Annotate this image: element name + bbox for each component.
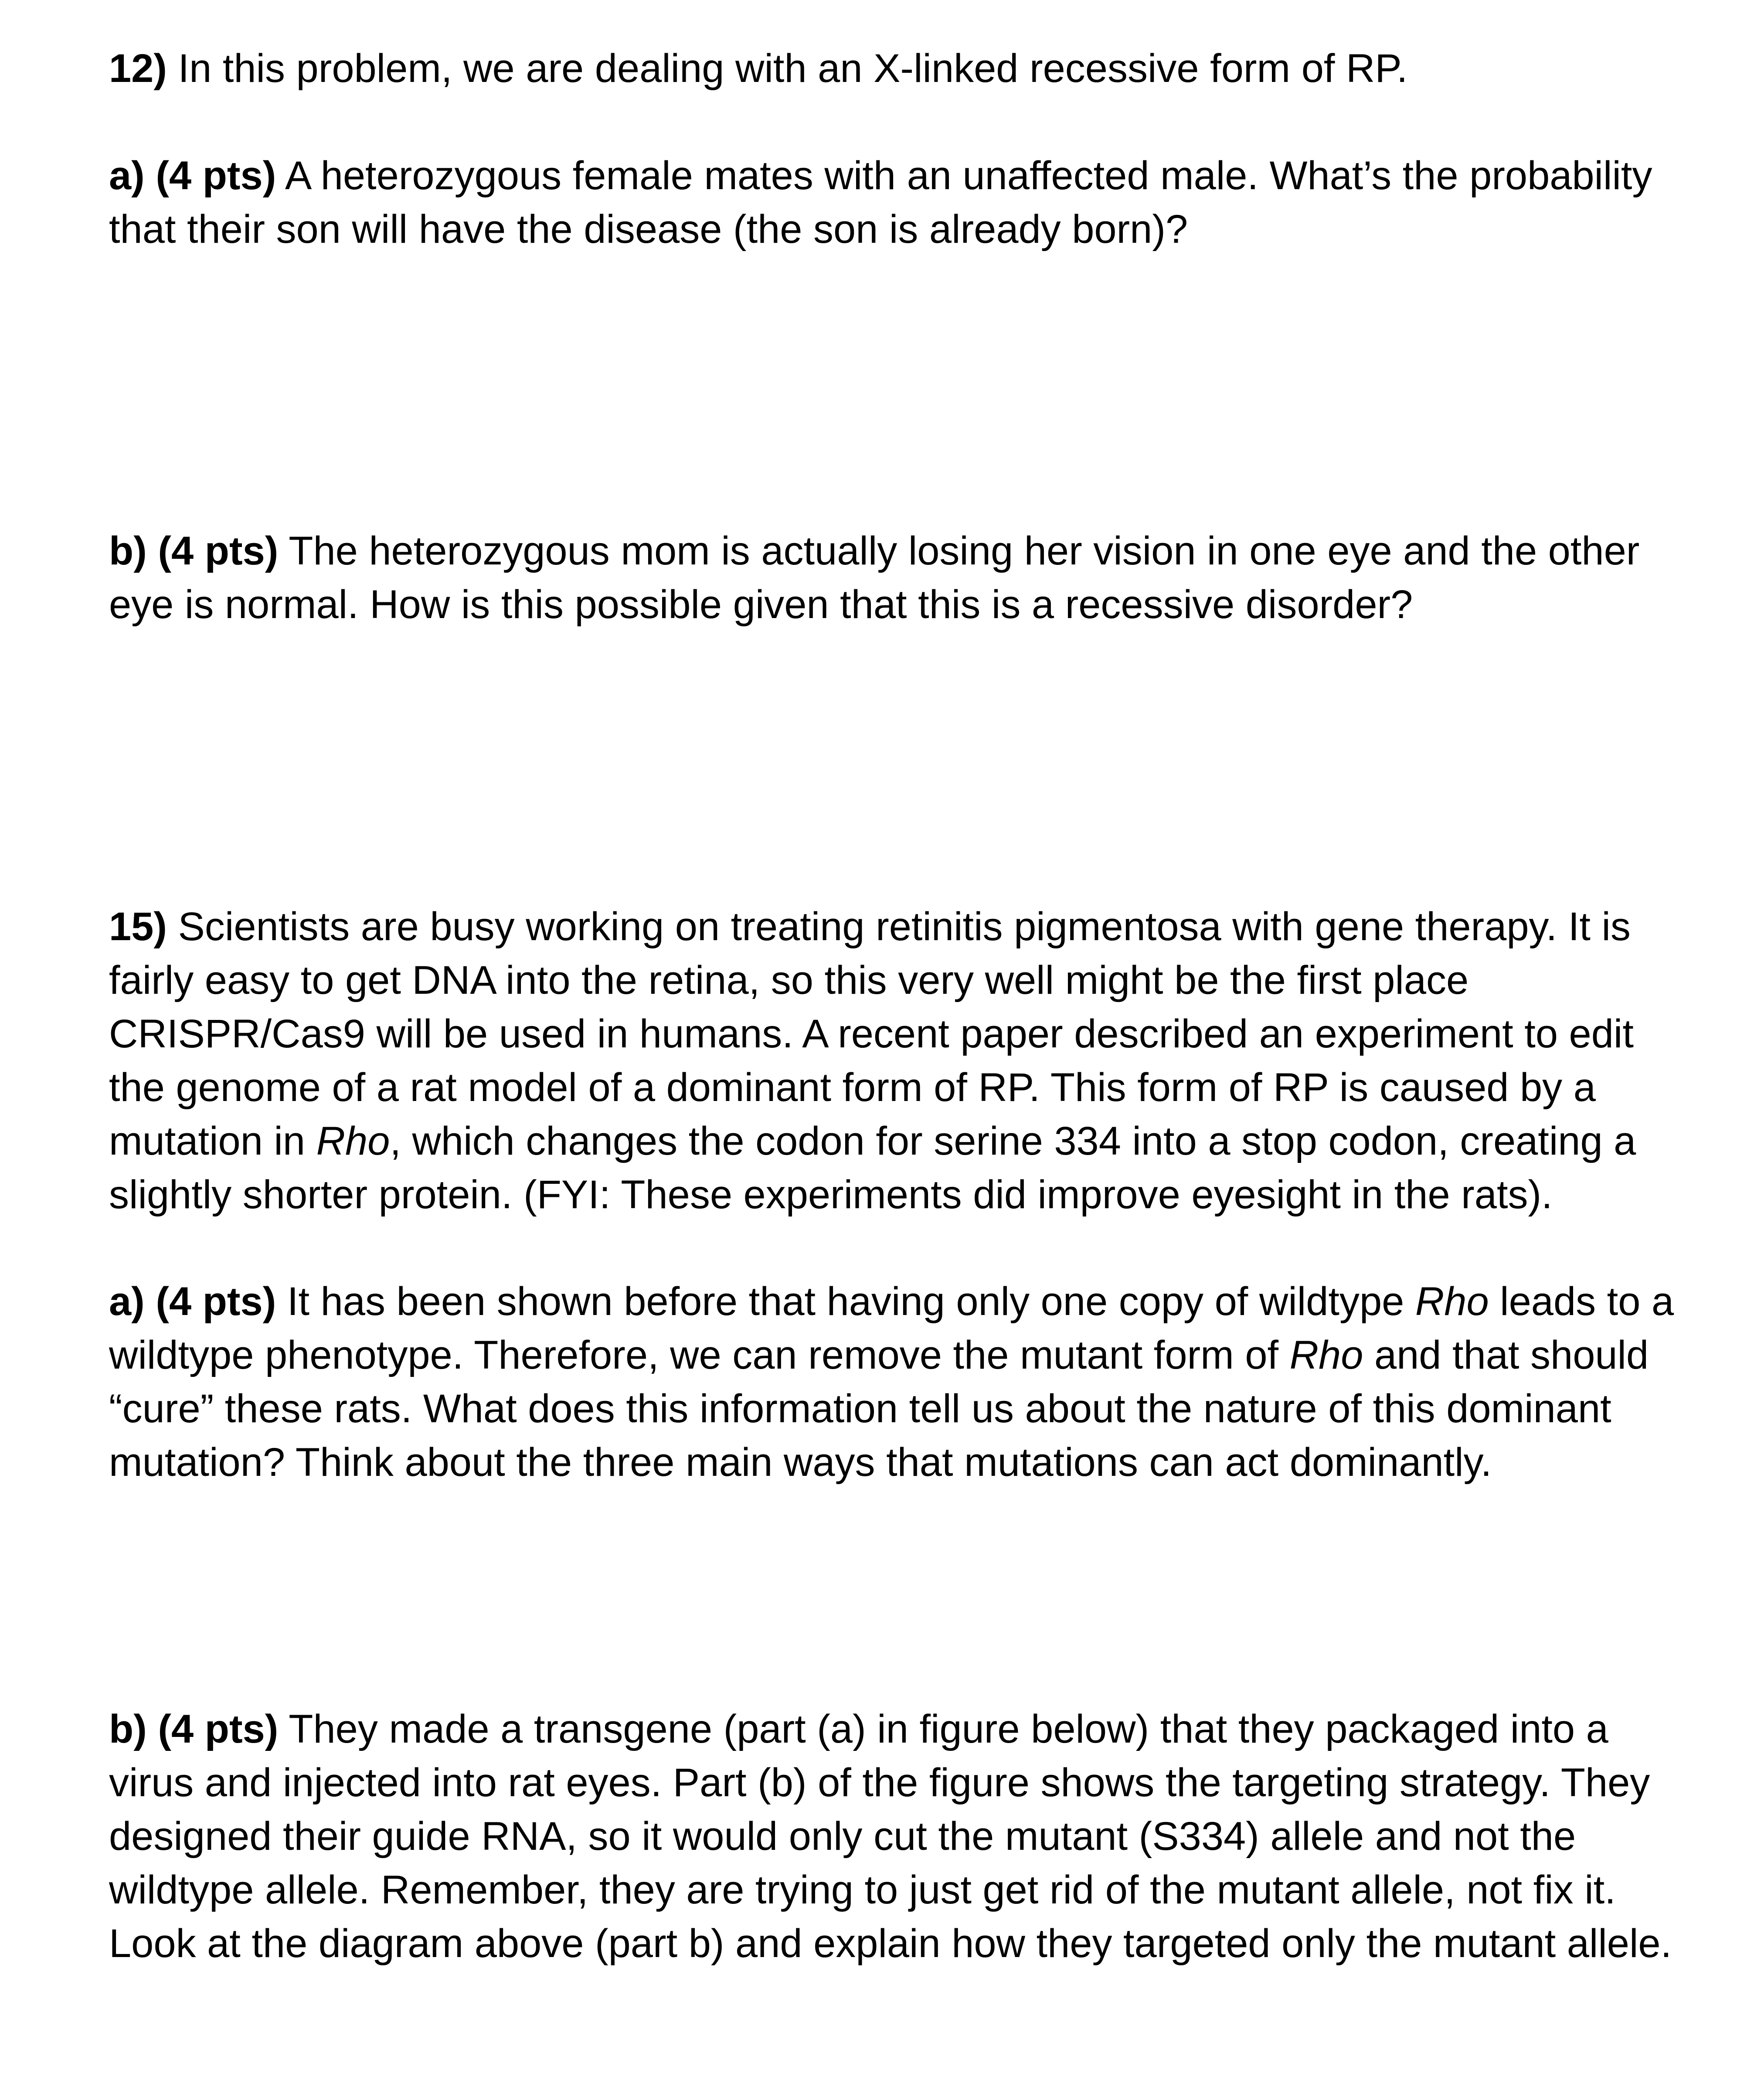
question-12a-label: a) (4 pts) (109, 153, 276, 198)
gene-name-rho: Rho (1415, 1279, 1489, 1324)
question-12a (109, 149, 1700, 256)
gene-name-rho: Rho (1289, 1333, 1363, 1377)
question-15a-text-part-3: and that should “cure” these rats. What does this information tell us about the nature of this dominant mutation? Think about the three main ways that mutations can act dominantly. (109, 1333, 1649, 1485)
question-12b (109, 524, 1700, 632)
question-12-number: 12) (109, 46, 167, 91)
question-15a-text-part-2: leads to a wildtype phenotype. Therefore, we can remove the mutant form of (109, 1279, 1674, 1377)
question-15-text-part-2: , which changes the codon for serine 334 into a stop codon, creating a slightly shorter protein. (FYI: These experiments did improve eyesight in the rats). (109, 1119, 1636, 1217)
question-15-text-part-1: Scientists are busy working on treating retinitis pigmentosa with gene therapy. It is fairly easy to get DNA into the retina, so this very well might be the first place CRISPR/Cas9 will be used in humans. A recent paper described an experiment to edit the genome of a rat model of a dominant form of RP. This form of RP is caused by a mutation in (109, 904, 1634, 1163)
gene-name-rho: Rho (316, 1119, 390, 1163)
question-15 (109, 900, 1700, 1222)
question-15a (109, 1275, 1700, 1489)
question-15a-label: a) (4 pts) (109, 1279, 276, 1324)
question-15a-text-part-1: It has been shown before that having only one copy of wildtype (276, 1279, 1415, 1324)
question-15b (109, 1702, 1700, 1971)
question-15b-label: b) (4 pts) (109, 1707, 279, 1751)
question-12b-label: b) (4 pts) (109, 529, 279, 573)
question-12-text: In this problem, we are dealing with an X-linked recessive form of RP. (167, 46, 1408, 91)
question-12a-text: A heterozygous female mates with an unaffected male. What’s the probability that their son will have the disease (the son is already born)? (109, 153, 1652, 251)
question-12b-text: The heterozygous mom is actually losing her vision in one eye and the other eye is normal. How is this possible given that this is a recessive disorder? (109, 529, 1640, 627)
question-15b-text: They made a transgene (part (a) in figure below) that they packaged into a virus and injected into rat eyes. Part (b) of the figure shows the targeting strategy. They designed their guide RNA, so it would only cut the mutant (S334) allele and not the wildtype allele. Remember, they are trying to just get rid of the mutant allele, not fix it. Look at the diagram above (part b) and explain how they targeted only the mutant allele. (109, 1707, 1672, 1966)
question-15-number: 15) (109, 904, 167, 949)
question-12 (109, 42, 1700, 95)
